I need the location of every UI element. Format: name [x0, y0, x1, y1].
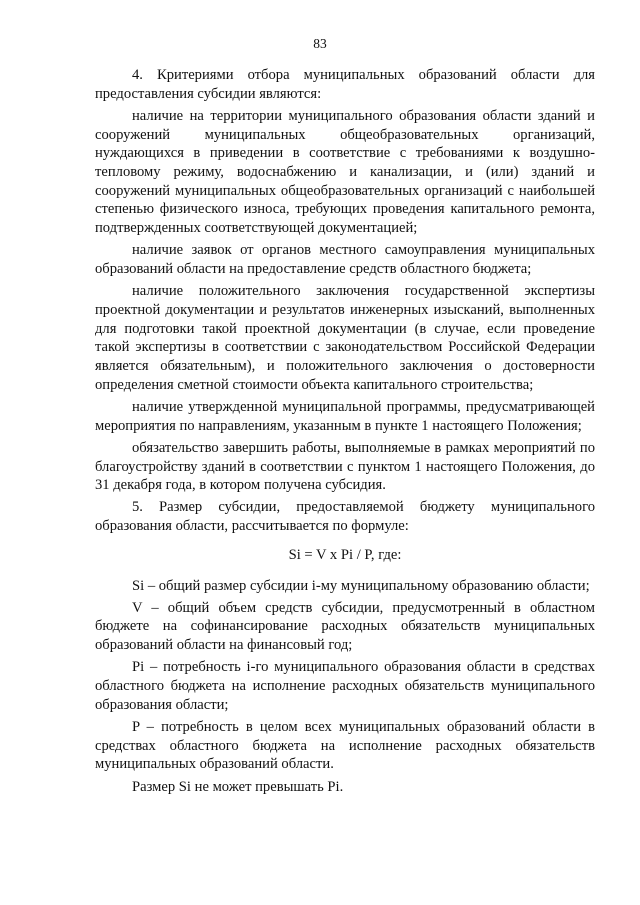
- subsidy-formula: Si = V x Pi / P, где:: [288, 546, 402, 563]
- document-body: [95, 66, 595, 800]
- paragraph-subsidy-size: 5. Размер субсидии, предоставляемой бюджету муниципального образования области, рассчитывается по формуле:: [95, 499, 595, 535]
- paragraph-criterion-buildings: наличие на территории муниципального образования области зданий и сооружений муниципальных общеобразовательных организаций, нуждающихся в приведении в соответствие с требованиями к воздушно-тепловому режиму, водоснабжению и канализации, и (или) зданий и сооружений муниципальных общеобразовательных организаций с наибольшей степенью физического износа, требующих проведения капитального ремонта, подтвержденных соответствующей документацией;: [95, 107, 595, 237]
- paragraph-def-p: P – потребность в целом всех муниципальных образований области в средствах областного бюджета на исполнение расходных обязательств муниципальных образований области.: [95, 719, 595, 773]
- paragraph-def-si: Si – общий размер субсидии i-му муниципальному образованию области;: [132, 577, 590, 594]
- paragraph-def-pi: Pi – потребность i-го муниципального образования области в средствах областного бюджета на исполнение расходных обязательств муниципального образования области;: [95, 659, 595, 713]
- paragraph-criterion-obligation: обязательство завершить работы, выполняемые в рамках мероприятий по благоустройству зданий в соответствии с пунктом 1 настоящего Положения, до 31 декабря года, в котором получена субсидия.: [95, 439, 595, 494]
- paragraph-criterion-applications: наличие заявок от органов местного самоуправления муниципальных образований области на предоставление средств областного бюджета;: [95, 242, 595, 278]
- paragraph-criteria-intro: 4. Критериями отбора муниципальных образований области для предоставления субсидии являются:: [95, 67, 595, 102]
- paragraph-criterion-expertise: наличие положительного заключения государственной экспертизы проектной документации и результатов инженерных изысканий, выполненных для подготовки такой проектной документации (в случае, если проведение такой экспертизы в соответствии с законодательством Российской Федерации является обязательным), и положительного заключения о достоверности определения сметной стоимости объекта капитального строительства;: [95, 283, 595, 393]
- paragraph-def-v: V – общий объем средств субсидии, предусмотренный в областном бюджете на софинансирование расходных обязательств муниципальных образований области на финансовый год;: [95, 599, 595, 654]
- paragraph-limit: Размер Si не может превышать Pi.: [132, 778, 344, 795]
- paragraph-criterion-program: наличие утвержденной муниципальной программы, предусматривающей мероприятия по направлениям, указанным в пункте 1 настоящего Положения;: [95, 398, 595, 434]
- page-number: 83: [313, 36, 327, 51]
